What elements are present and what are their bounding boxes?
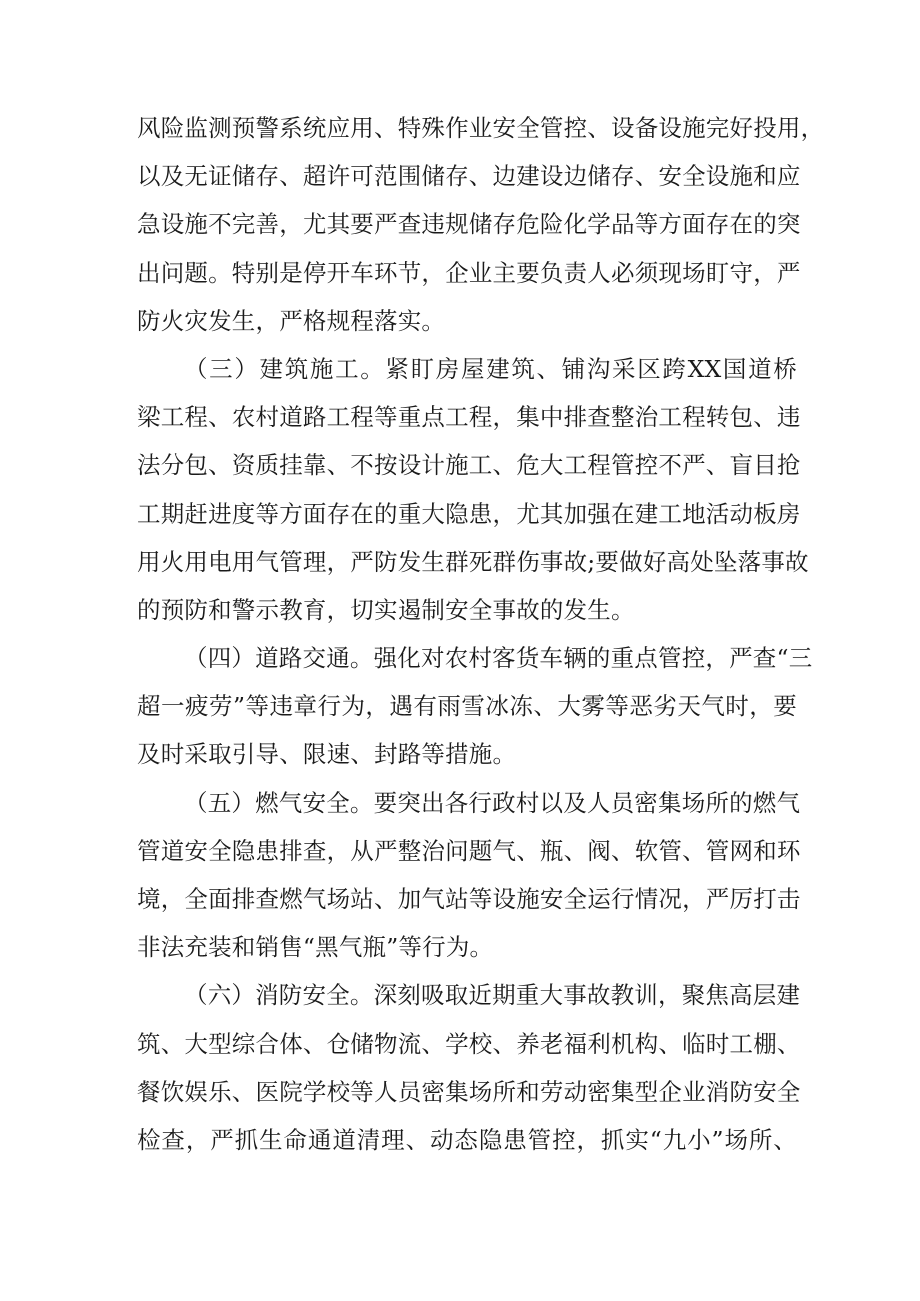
text-line: （三）建筑施工。紧盯房屋建筑、铺沟采区跨XX国道桥: [184, 354, 797, 383]
text-line: 检查，严抓生命通道清理、动态隐患管控，抓实“九小”场所、: [137, 1125, 797, 1154]
text-line: 以及无证储存、超许可范围储存、边建设边储存、安全设施和应: [137, 162, 801, 191]
paragraph-road-traffic: [137, 634, 813, 779]
text-line: 管道安全隐患排查，从严整治问题气、瓶、阀、软管、管网和环: [137, 836, 801, 865]
text-line: 防火灾发生，严格规程落实。: [137, 306, 446, 335]
text-line: 超一疲劳”等违章行为，遇有雨雪冰冻、大雾等恶劣天气时，要: [137, 692, 797, 721]
text-line: 境，全面排查燃气场站、加气站等设施安全运行情况，严厉打击: [137, 885, 801, 913]
paragraph-gas-safety: [137, 779, 801, 972]
document-page: [137, 104, 825, 1164]
text-line: 筑、大型综合体、仓储物流、学校、养老福利机构、临时工棚、: [137, 1029, 801, 1058]
text-line: （六）消防安全。深刻吸取近期重大事故教训，聚焦高层建: [184, 981, 801, 1010]
text-line: 梁工程、农村道路工程等重点工程，集中排查整治工程转包、违: [137, 403, 801, 432]
text-line: 急设施不完善，尤其要严查违规储存危险化学品等方面存在的突: [137, 210, 801, 239]
text-line: 工期赶进度等方面存在的重大隐患，尤其加强在建工地活动板房: [137, 499, 801, 528]
text-line: 非法充装和销售“黑气瓶”等行为。: [137, 933, 494, 962]
paragraph: [137, 104, 825, 345]
text-line: 出问题。特别是停开车环节，企业主要负责人必须现场盯守，严: [137, 258, 801, 287]
text-line: 及时采取引导、限速、封路等措施。: [137, 740, 517, 769]
paragraph-fire-safety: [137, 971, 801, 1164]
text-line: 用火用电用气管理，严防发生群死群伤事故;要做好高处坠落事故: [137, 547, 809, 576]
text-line: 风险监测预警系统应用、特殊作业安全管控、设备设施完好投用，: [137, 114, 825, 142]
paragraph-construction: [137, 345, 809, 634]
text-line: （五）燃气安全。要突出各行政村以及人员密集场所的燃气: [184, 788, 801, 817]
text-line: （四）道路交通。强化对农村客货车辆的重点管控，严查“三: [184, 644, 813, 673]
text-line: 餐饮娱乐、医院学校等人员密集场所和劳动密集型企业消防安全: [137, 1077, 801, 1106]
text-line: 法分包、资质挂靠、不按设计施工、危大工程管控不严、盲目抢: [137, 451, 801, 480]
text-line: 的预防和警示教育，切实遏制安全事故的发生。: [137, 595, 635, 624]
